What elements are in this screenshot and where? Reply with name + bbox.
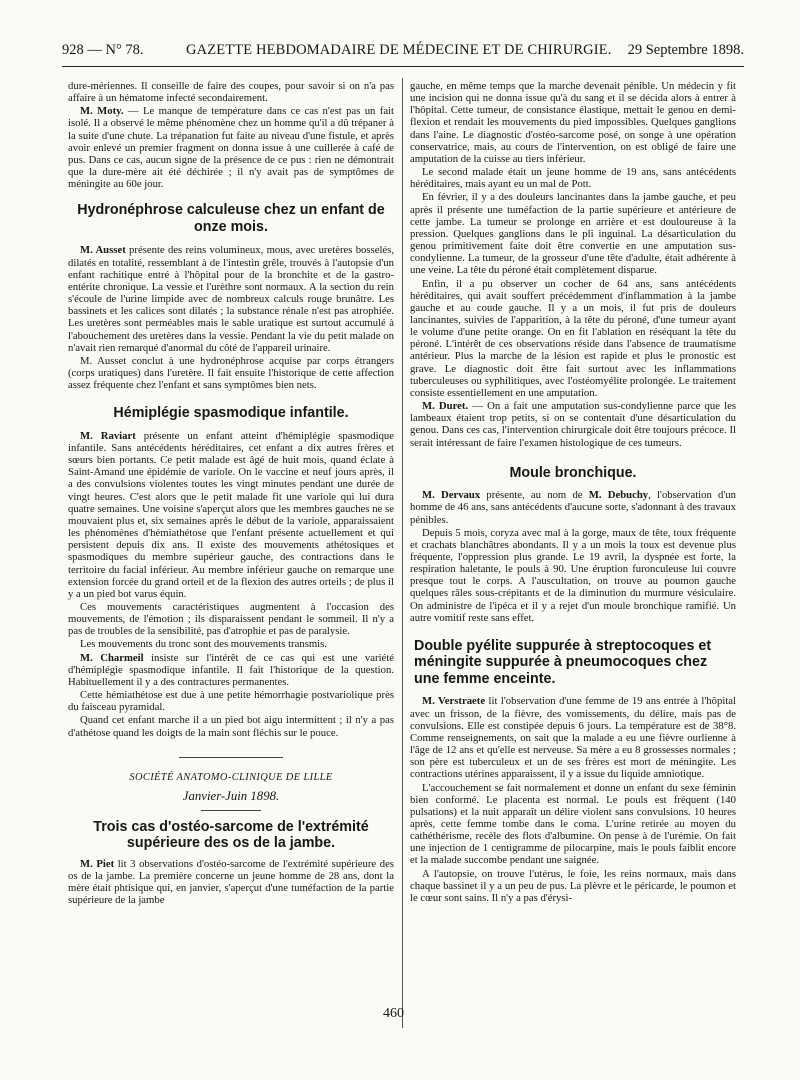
page-folio: 460	[383, 1006, 404, 1021]
paragraph: En février, il y a des douleurs lancinantes dans la jambe gauche, et peu après il présente une tuméfaction de la partie supérieure et antérieure de cette jambe. La tumeur se prolonge en arrière et est douloureuse à la pression. Quelques ganglions dans le pli inguinal. La désarticulation du genou primitivement faite doit être convertie en une amputation sus-condylienne. La tumeur, de la grosseur d'une tête d'adulte, était adhérente à une veine. La tête du péroné était complètement disparue.	[410, 191, 736, 277]
speaker-name: M. Ausset	[80, 244, 126, 257]
paragraph-text: lit l'observation d'une femme de 19 ans entrée à l'hôpital avec un frisson, de la fièvre, des vomissements, du délire, mais pas de convulsions. Elle est constipée depuis 6 jours. La température est de 38°8. Comme renseignements, on sait que la malade a eu une fièvre ourlienne à l'âge de 12 ans et qu'elle est nerveuse. Sa mère a eu 8 grossesses normales ; son père est tuberculeux et un de ses frères est mort de méningite. Les contractions utérines apparaissent, il y a issue du liquide amniotique.	[410, 695, 736, 781]
paragraph	[68, 244, 394, 353]
paragraph: Ces mouvements caractéristiques augmentent à l'occasion des mouvements, de l'émotion ; ils disparaissent pendant le sommeil. Il n'y a pas de troubles de la sensibilité, pas d'atrophie et pas de paralysie.	[68, 600, 394, 638]
paragraph: A l'autopsie, on trouve l'utérus, le foie, les reins normaux, mais dans chaque bassinet il y a un peu de pus. La plèvre et le péricarde, le poumon et le cœur sont sains. Il n'y a pas d'érysi-	[410, 867, 736, 904]
section-heading: Hydronéphrose calculeuse chez un enfant de onze mois.	[77, 202, 385, 235]
column-divider	[402, 78, 403, 1028]
right-column	[410, 80, 736, 1028]
paragraph: gauche, en même temps que la marche devenait pénible. Un médecin y fit une incision qui ne donna issue qu'à du sang et il se décida alors à entrer à l'hôpital. Cette tumeur, de consistance élastique, mettait le genou en demi-flexion et rendait les mouvements du pied impossibles. Quelques ganglions dans l'aine. Le diagnostic d'ostéo-sarcome posé, on songe à une opération conservatrice, mais, au cours de l'intervention, on est obligé de faire une amputation de la cuisse au tiers inférieur.	[410, 80, 736, 165]
section-heading: Hémiplégie spasmodique infantile.	[113, 405, 349, 422]
paragraph: Depuis 5 mois, coryza avec mal à la gorge, maux de tête, toux fréquente et crachats blanchâtres abondants. Il y a un mois la toux est devenue plus fréquente, l'oppression plus grande. Le 19 avril, la dyspnée est forte, la respiration haletante, le pouls à 90. Une éruption furonculeuse lui couvre presque tout le corps. A l'auscultation, on trouve au poumon gauche quelques râles sous-crépitants et de la diminution du murmure vésiculaire. On administre de l'ipéca et il y a rejet d'un moule bronchique ramifié. Un autre vomitif reste sans effet.	[410, 526, 736, 624]
journal-title: GAZETTE HEBDOMADAIRE DE MÉDECINE ET DE CHIRURGIE.	[186, 42, 612, 58]
paragraph	[68, 652, 394, 688]
speaker-name: M. Dervaux	[422, 489, 481, 502]
paragraph: L'accouchement se fait normalement et donne un enfant du sexe féminin bien conformé. Le placenta est normal. Le pouls est fréquent (140 pulsations) et la nuit apparaît un délire violent sans convulsions. 10 heures après, cette femme tombe dans le coma. L'urine retirée au moyen du cathéthérisme, recèle des flots d'albumine. On pense à de l'urémie. On fait une injection de 1 centigramme de pilocarpine, mais le pouls faiblit encore et la malade succombe pendant une saignée.	[410, 781, 736, 867]
paragraph	[410, 489, 736, 525]
section-heading: Double pyélite suppurée à streptocoques et méningite suppurée à pneumocoques chez une femme enceinte.	[414, 637, 712, 687]
speaker-name: M. Piet	[80, 857, 115, 870]
paragraph	[68, 105, 394, 190]
paragraph	[410, 695, 736, 780]
paragraph: M. Ausset conclut à une hydronéphrose acquise par corps étrangers (corps uratiques) dans l'uretère. Il fait ensuite l'historique de cette affection assez fréquente chez l'enfant et sans symptômes bien nets.	[68, 354, 394, 392]
paragraph	[68, 858, 394, 907]
page-header	[62, 40, 744, 64]
paragraph: Les mouvements du tronc sont des mouvements transmis.	[80, 638, 327, 651]
paragraph	[68, 430, 394, 600]
issue-date: 29 Septembre 1898.	[627, 42, 744, 58]
paragraph-text: lit 3 observations d'ostéo-sarcome de l'extrémité supérieure des os de la jambe. La première concerne un jeune homme de 28 ans, dont la mère était phtisique qui, en janvier, s'aperçut d'une tuméfaction de la partie supérieure de la jambe	[68, 857, 394, 907]
speaker-name: M. Moty.	[80, 105, 124, 118]
society-name: SOCIÉTÉ ANATOMO-CLINIQUE DE LILLE	[129, 771, 333, 783]
header-rule	[62, 66, 744, 67]
separator-rule	[201, 810, 261, 811]
paragraph: Quand cet enfant marche il a un pied bot aigu intermittent ; il n'y a pas d'athétose quand les doigts de la main sont fléchis sur le pouce.	[68, 714, 394, 739]
paragraph-text: — Le manque de température dans ce cas n'est pas un fait isolé. Il a observé le même phénomène chez un homme qu'il a dû trépaner à la suite d'une chute. La trépanation fut faite au niveau d'une fistule, et après avoir enlevé un premier fragment on donna issue à une cuillerée à café de pus. Dans ce cas, aucun signe de la présence de ce pus : rien ne démontrait que la dure-mère ait été déchirée ; il n'y avait pas de symptômes de méningite au 60e jour.	[68, 105, 394, 191]
paragraph-text: présente des reins volumineux, mous, avec uretères bosselés, dilatés en totalité, ressemblant à de l'intestin grêle, trouvés à l'autopsie d'un enfant rachitique entré à l'hôpital pour de la bronchite et de la gastro-entérite chronique. La vessie et l'urèthre sont normaux. A la section du rein s'écoule de l'urine limpide avec de nombreux calculs rouge brunâtre. Les bassinets et les calices sont dilatés ; la substance rénale n'est pas atrophiée. Les uretères sont perméables mais le sable uratique est surtout accumulé à l'abouchement des uretères dans la vessie. Pendant la vie du petit malade on n'avait rien remarqué d'anormal du côté de l'appareil urinaire.	[68, 244, 394, 354]
speaker-name: M. Raviart	[80, 429, 136, 442]
paragraph-text: insiste sur l'intérêt de ce cas qui est une variété d'hémiplégie spasmodique infantile. Il fait l'historique de la question. Habituellement il y a des contractures permanentes.	[68, 651, 394, 688]
paragraph-text: , l'observation d'un homme de 46 ans, sans antécédents d'aucune sorte, s'adonnant à des travaux pénibles.	[410, 489, 736, 526]
paragraph: Cette hémiathétose est due à une petite hémorrhagie postvariolique près du faisceau pyramidal.	[68, 689, 394, 714]
paragraph-text: — On a fait une amputation sus-condylienne parce que les lambeaux étaient trop petits, si on se contentait d'une désarticulation du genou. Dans ces cas, l'intervention chirurgicale doit être toujours précoce. Il serait intéressant de faire l'examen histologique de ces tumeurs.	[410, 400, 736, 449]
paragraph	[410, 400, 736, 449]
paragraph-text: présente un enfant atteint d'hémiplégie spasmodique infantile. Sans antécédents héréditaires, cet enfant a dix autres frères et sœurs bien portants. Ce petit malade est âgé de huit mois, quand éclate à Saint-Amand une épidémie de variole. On le vaccine et neuf jours après, il a des convulsions violentes toutes les vingt minutes pendant une durée de vingt heures. C'est alors que le petit malade fit une variole qui lui dura quatre semaines. Une voisine s'aperçut alors que les membres gauches ne se mouvaient plus et, six semaines après le début de la variole, apparaissaient les phénomènes d'hémiathétose que l'enfant présente actuellement et qui persistent depuis dix ans. Il existe des mouvements athétosiques et spasmodiques du membre supérieur gauche, des contractions dans le territoire du facial inférieur. Au membre inférieur gauche on remarque une extension forcée du grand orteil et de la flexion des autres orteils ; de plus il y a un pied bot varus équin.	[68, 429, 394, 600]
left-column	[68, 80, 394, 1040]
speaker-name: M. Duret.	[422, 400, 469, 413]
section-heading: Moule bronchique.	[509, 464, 637, 481]
paragraph: Le second malade était un jeune homme de 19 ans, sans antécédents héréditaires, mais ayant eu un mal de Pott.	[410, 166, 736, 191]
speaker-name: M. Debuchy	[588, 489, 649, 502]
section-heading: Trois cas d'ostéo-sarcome de l'extrémité supérieure des os de la jambe.	[93, 818, 369, 852]
paragraph: dure-mériennes. Il conseille de faire des coupes, pour savoir si on n'a pas affaire à un hématome infecté secondairement.	[68, 80, 394, 105]
speaker-name: M. Charmeil	[80, 651, 144, 664]
session-date: Janvier-Juin 1898.	[182, 788, 280, 803]
page-number-label: 928 — N° 78.	[62, 42, 144, 58]
speaker-name: M. Verstraete	[422, 695, 486, 708]
paragraph: Enfin, il a pu observer un cocher de 64 ans, sans antécédents héréditaires, qui avait souffert précédemment d'inflammation à la jambe gauche et au coude gauche. Il y a un mois, il fut pris de douleurs lancinantes, suivies de l'apparition, à la tête du péroné, d'une tumeur ayant le volume d'une petite orange. On en fit l'ablation en réséquant la tête du péroné. L'intérêt de ces observations réside dans l'absence de traumatisme antérieur. Plus la marche de la lésion est rapide et plus le pronostic est grave. Le diagnostic doit être fait surtout avec les inflammations tuberculeuses ou syphilitiques, avec l'ostéomyélite prolongée. Le traitement consiste essentiellement en une amputation.	[410, 277, 736, 399]
paragraph-text: présente, au nom de	[480, 489, 589, 502]
separator-rule	[179, 757, 283, 758]
